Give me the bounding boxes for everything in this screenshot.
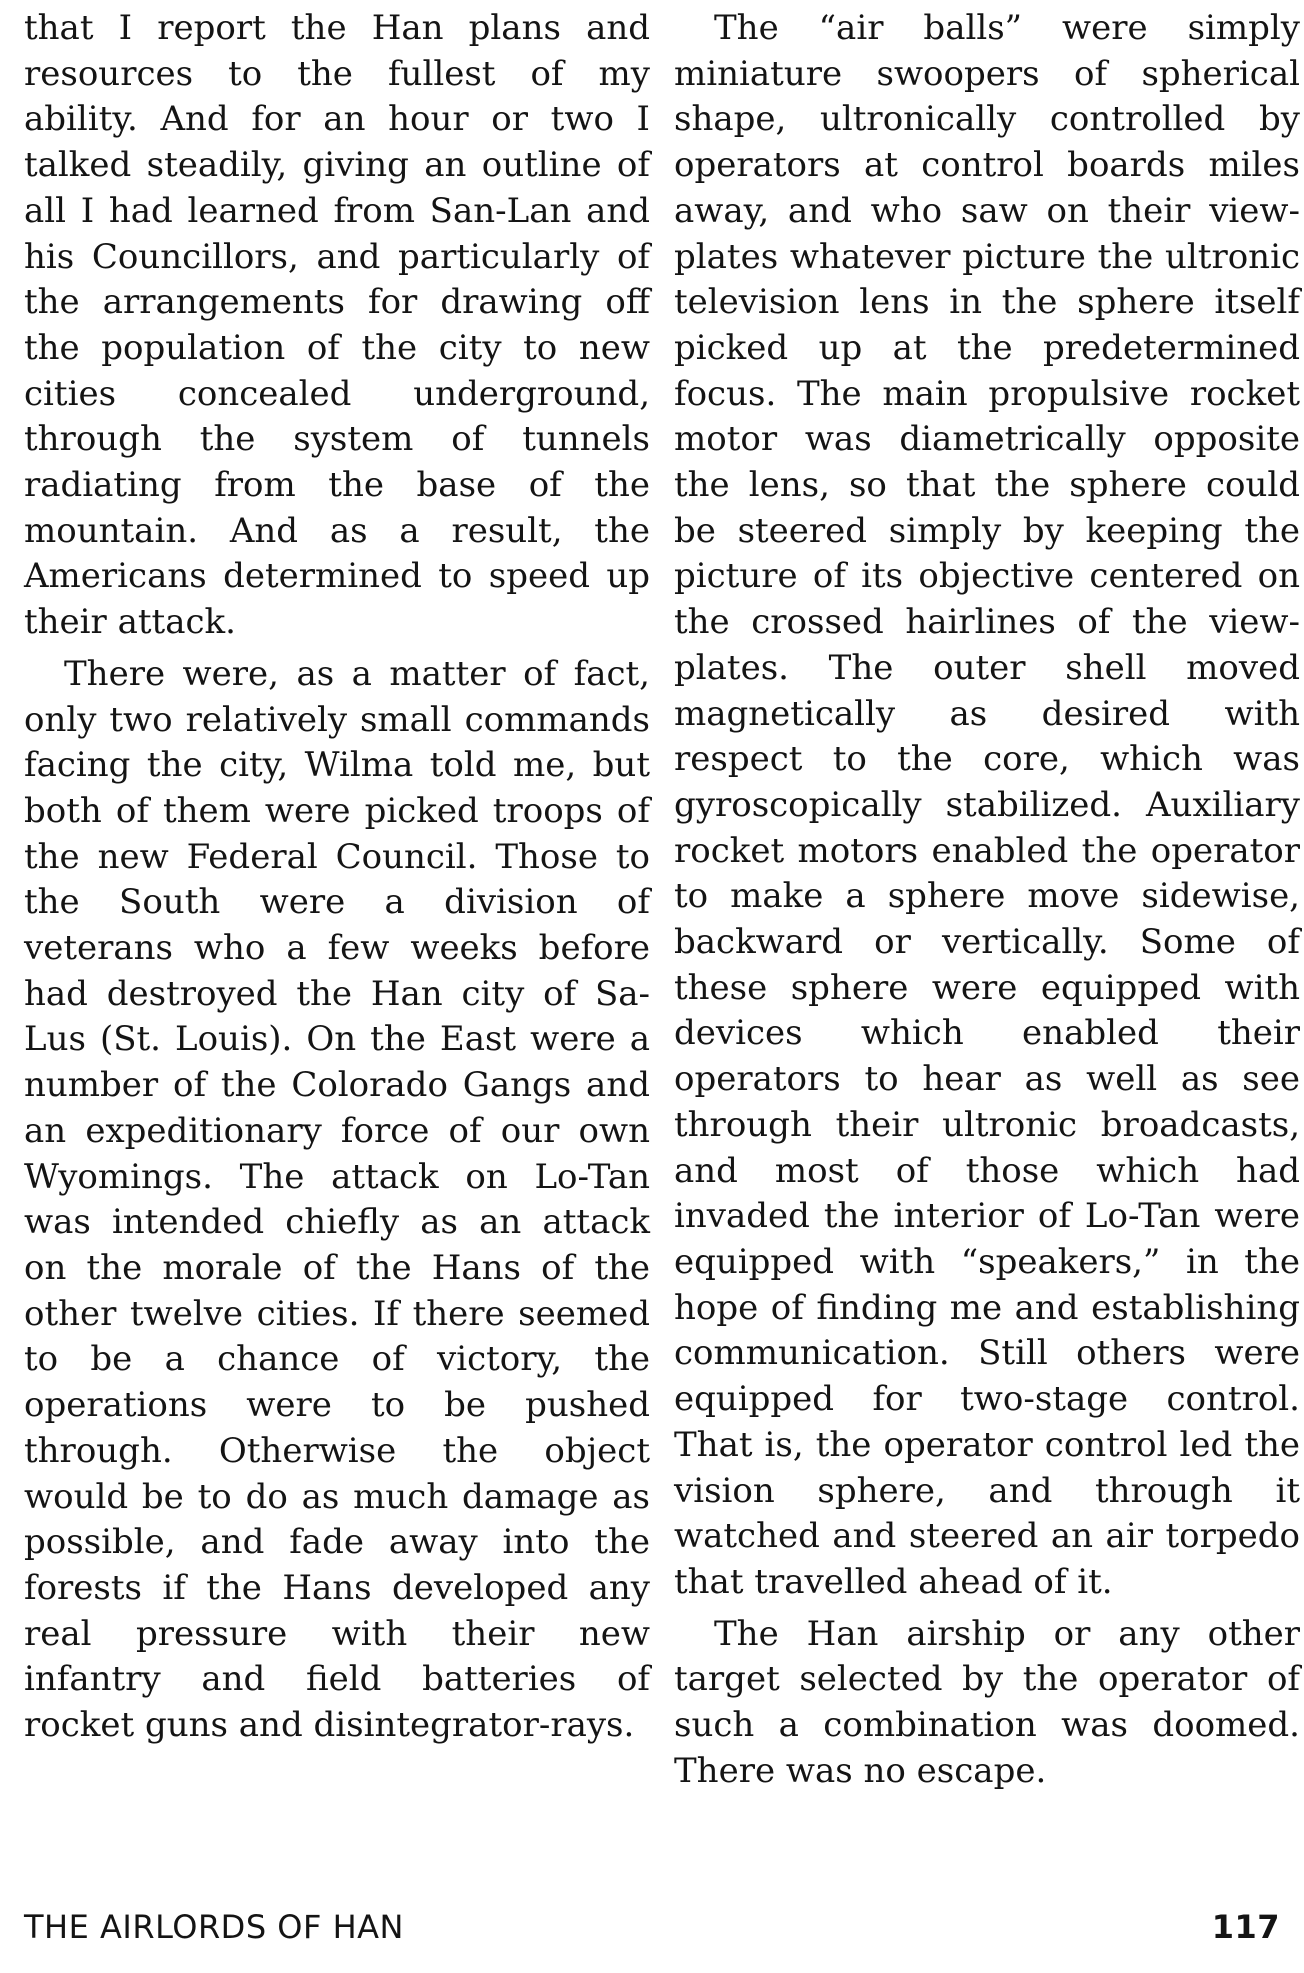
paragraph: The Han airship or any other target selected by the operator of such a combination was doomed. There was no escape. <box>674 1613 1300 1791</box>
running-title: THE AIRLORDS OF HAN <box>24 1908 404 1946</box>
paragraph: The “air balls” were simply miniature swoopers of spherical shape, ultronically controlled by operators at control boards miles away, and who saw on their view-plates whatever picture the ultronic television lens in the sphere itself picked up at the predetermined focus. The main propulsive rocket motor was diametrically opposite the lens, so that the sphere could be steered simply by keeping the picture of its objective centered on the crossed hairlines of the view-plates. The outer shell moved magnetically as desired with respect to the core, which was gyroscopically stabilized. Auxiliary rocket motors enabled the operator to make a sphere move sidewise, backward or vertically. Some of these sphere were equipped with devices which enabled their operators to hear as well as see through their ultronic broadcasts, and most of those which had invaded the interior of Lo-Tan were equipped with “speakers,” in the hope of finding me and establishing communication. Still others were equipped for two-stage control. That is, the operator control led the vision sphere, and through it watched and steered an air torpedo that travelled ahead of it. <box>674 8 1300 1602</box>
page-number: 117 <box>1211 1908 1280 1946</box>
paragraph: that I report the Han plans and resources to the fullest of my ability. And for an hour or two I talked steadily, giving an outline of all I had learned from San-Lan and his Councillors, and particularly of the arrangements for drawing off the population of the city to new cities concealed underground, through the system of tunnels radiating from the base of the mountain. And as a result, the Americans determined to speed up their attack. <box>24 8 650 643</box>
paragraph: There were, as a matter of fact, only two relatively small commands facing the city, Wilma told me, but both of them were picked troops of the new Federal Council. Those to the South were a division of veterans who a few weeks before had destroyed the Han city of Sa-Lus (St. Louis). On the East were a number of the Colorado Gangs and an expeditionary force of our own Wyomings. The attack on Lo-Tan was intended chiefly as an attack on the morale of the Hans of the other twelve cities. If there seemed to be a chance of victory, the operations were to be pushed through. Otherwise the object would be to do as much damage as possible, and fade away into the forests if the Hans developed any real pressure with their new infantry and field batteries of rocket guns and disintegrator-rays. <box>24 653 650 1746</box>
page-footer <box>24 1908 1280 1956</box>
text-column-left <box>24 6 650 1749</box>
text-column-right <box>674 6 1300 1794</box>
